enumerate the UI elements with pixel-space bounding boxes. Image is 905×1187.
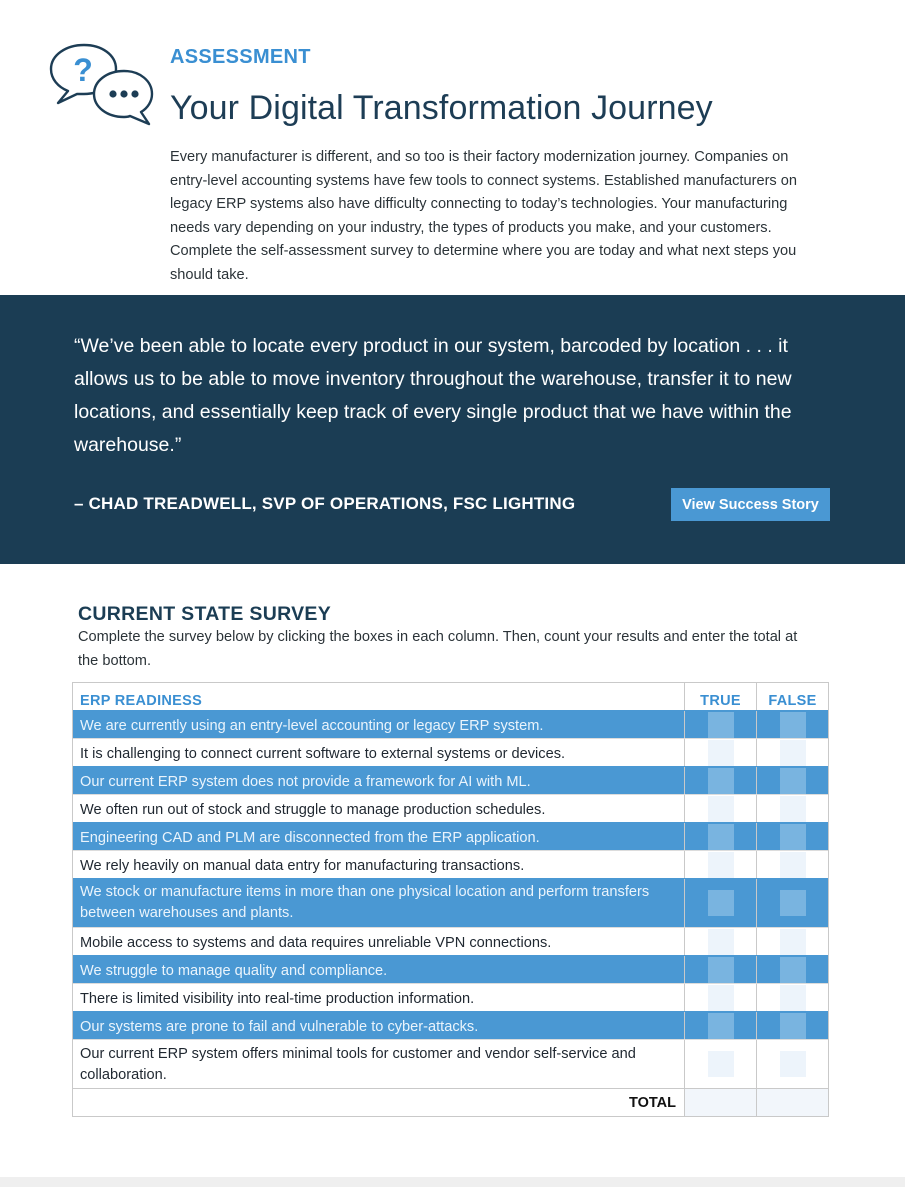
survey-row xyxy=(73,850,828,878)
view-success-story-button[interactable]: View Success Story xyxy=(671,488,830,521)
survey-description: Complete the survey below by clicking the boxes in each column. Then, count your results and enter the total at the bottom. xyxy=(78,629,798,669)
false-checkbox[interactable] xyxy=(780,852,806,878)
survey-row xyxy=(73,983,828,1011)
true-checkbox[interactable] xyxy=(708,796,734,822)
true-checkbox[interactable] xyxy=(708,712,734,738)
svg-text:?: ? xyxy=(73,52,93,88)
survey-row xyxy=(73,794,828,822)
survey-row xyxy=(73,766,828,794)
false-checkbox[interactable] xyxy=(780,740,806,766)
survey-statement: We often run out of stock and struggle to manage production schedules. xyxy=(80,802,546,818)
survey-statement: Our systems are prone to fail and vulnerable to cyber-attacks. xyxy=(80,1019,479,1035)
true-checkbox[interactable] xyxy=(708,1051,734,1077)
true-checkbox[interactable] xyxy=(708,957,734,983)
false-checkbox[interactable] xyxy=(780,712,806,738)
false-checkbox[interactable] xyxy=(780,824,806,850)
survey-statement: Mobile access to systems and data requires unreliable VPN connections. xyxy=(80,935,552,951)
survey-row xyxy=(73,1039,828,1088)
false-checkbox[interactable] xyxy=(780,1013,806,1039)
total-false-input[interactable] xyxy=(757,1089,828,1116)
false-checkbox[interactable] xyxy=(780,796,806,822)
true-checkbox[interactable] xyxy=(708,1013,734,1039)
false-checkbox[interactable] xyxy=(780,768,806,794)
testimonial-attribution: – CHAD TREADWELL, SVP OF OPERATIONS, FSC LIGHTING xyxy=(74,494,576,513)
column-header-true: TRUE xyxy=(684,683,756,710)
survey-row xyxy=(73,927,828,955)
survey-row xyxy=(73,822,828,850)
survey-title: CURRENT STATE SURVEY xyxy=(78,603,332,625)
survey-statement: We are currently using an entry-level accounting or legacy ERP system. xyxy=(80,718,544,734)
section-kicker: ASSESSMENT xyxy=(170,46,311,68)
total-true-input[interactable] xyxy=(685,1089,756,1116)
true-checkbox[interactable] xyxy=(708,929,734,955)
true-checkbox[interactable] xyxy=(708,768,734,794)
false-checkbox[interactable] xyxy=(780,1051,806,1077)
survey-statement: We rely heavily on manual data entry for manufacturing transactions. xyxy=(80,858,525,874)
survey-statement: Our current ERP system does not provide a framework for AI with ML. xyxy=(80,774,531,790)
speech-bubbles-question-icon xyxy=(46,42,156,128)
column-header-false: FALSE xyxy=(756,683,828,710)
true-checkbox[interactable] xyxy=(708,740,734,766)
survey-statement: Our current ERP system offers minimal tools for customer and vendor self-service and collaboration. xyxy=(80,1046,636,1083)
survey-header-row xyxy=(73,683,828,710)
survey-statement: It is challenging to connect current software to external systems or devices. xyxy=(80,746,566,762)
true-checkbox[interactable] xyxy=(708,890,734,916)
survey-row xyxy=(73,955,828,983)
page-title: Your Digital Transformation Journey xyxy=(170,89,713,127)
total-row xyxy=(73,1088,828,1116)
intro-paragraph: Every manufacturer is different, and so too is their factory modernization journey. Companies on entry-level accounting systems have few tools to connect systems. Established manufacturers on legacy ERP systems also have difficulty connecting to today’s technologies. Your manufacturing needs vary depending on your industry, the types of products you make, and your customers. Complete the self-assessment survey to determine where you are today and what next steps you should take. xyxy=(170,149,798,283)
false-checkbox[interactable] xyxy=(780,985,806,1011)
survey-statement: Engineering CAD and PLM are disconnected from the ERP application. xyxy=(80,830,540,846)
survey-row xyxy=(73,1011,828,1039)
page-footer-band xyxy=(0,1177,905,1187)
survey-table xyxy=(72,682,829,1117)
survey-row xyxy=(73,878,828,927)
true-checkbox[interactable] xyxy=(708,852,734,878)
survey-statement: We stock or manufacture items in more than one physical location and perform transfers between warehouses and plants. xyxy=(80,884,650,921)
testimonial-quote: “We’ve been able to locate every product in our system, barcoded by location . . . it allows us to be able to move inventory throughout the warehouse, transfer it to new locations, and essentially keep track of every single product that we have within the warehouse.” xyxy=(74,335,792,456)
false-checkbox[interactable] xyxy=(780,957,806,983)
true-checkbox[interactable] xyxy=(708,985,734,1011)
false-checkbox[interactable] xyxy=(780,890,806,916)
true-checkbox[interactable] xyxy=(708,824,734,850)
section-label: ERP READINESS xyxy=(80,693,203,709)
false-checkbox[interactable] xyxy=(780,929,806,955)
total-label: TOTAL xyxy=(629,1094,676,1111)
survey-row xyxy=(73,710,828,738)
survey-row xyxy=(73,738,828,766)
survey-statement: There is limited visibility into real-time production information. xyxy=(80,991,475,1007)
survey-statement: We struggle to manage quality and compliance. xyxy=(80,963,388,979)
